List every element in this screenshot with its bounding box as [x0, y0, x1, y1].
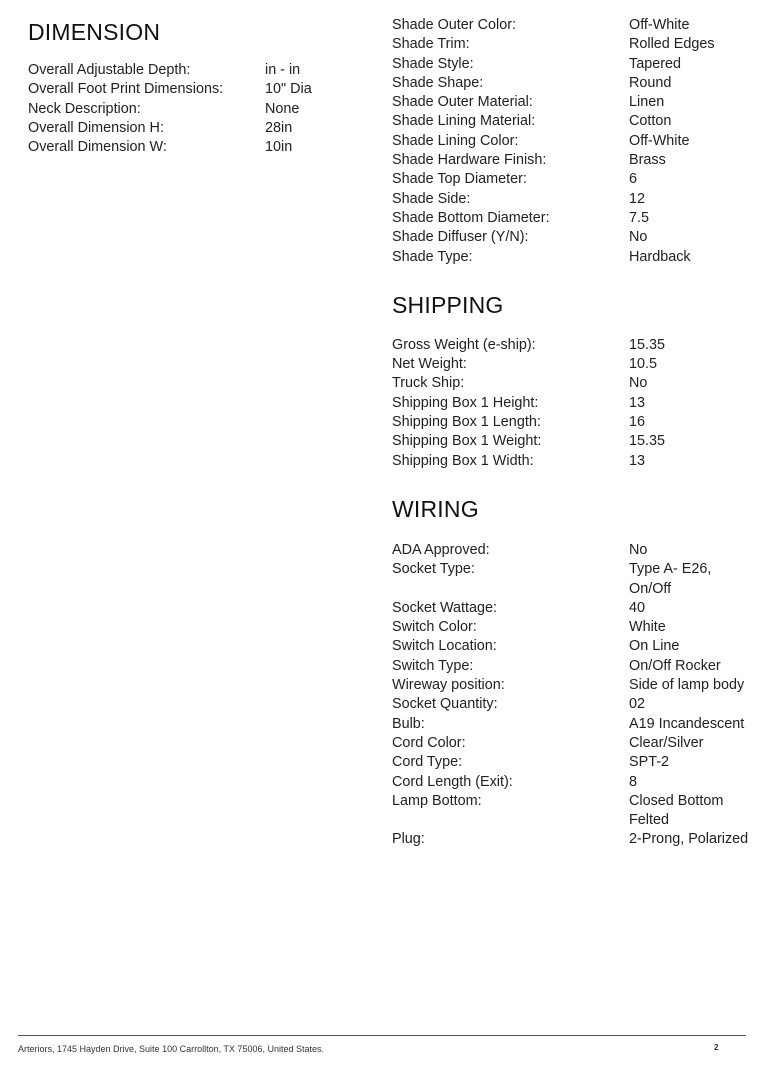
spec-row	[392, 753, 749, 772]
spec-value: 10" Dia	[265, 81, 312, 98]
spec-value: 13	[629, 452, 646, 469]
spec-label: Shade Trim:	[392, 36, 470, 53]
spec-row	[392, 413, 749, 432]
spec-value: Tapered	[629, 55, 682, 72]
spec-label: Overall Dimension H:	[28, 119, 164, 136]
spec-row	[392, 452, 749, 471]
spec-row	[392, 151, 749, 170]
spec-label: Shade Top Diameter:	[392, 171, 527, 188]
spec-label: Cord Type:	[392, 754, 463, 771]
spec-row	[392, 209, 749, 228]
spec-label: Switch Type:	[392, 657, 474, 674]
spec-label: Socket Wattage:	[392, 599, 498, 616]
spec-row	[392, 16, 749, 35]
spec-label: Shade Style:	[392, 55, 474, 72]
spec-label: Switch Location:	[392, 638, 497, 655]
spec-label: Cord Color:	[392, 734, 466, 751]
spec-label: Shipping Box 1 Height:	[392, 394, 539, 411]
spec-value: 8	[629, 773, 638, 790]
spec-value: 15.35	[629, 336, 666, 353]
spec-row	[392, 599, 749, 618]
spec-row	[392, 132, 749, 151]
dimension-heading: DIMENSION	[28, 19, 161, 45]
spec-row	[392, 676, 749, 695]
spec-value: 10.5	[629, 356, 658, 373]
spec-label: Overall Adjustable Depth:	[28, 62, 191, 78]
shade-section	[392, 0, 752, 267]
left-column	[28, 0, 358, 157]
spec-value: in - in	[265, 62, 301, 78]
spec-label: ADA Approved:	[392, 541, 490, 558]
spec-row	[28, 61, 355, 80]
spec-row	[392, 35, 749, 54]
spec-row	[392, 715, 749, 734]
spec-value: Linen	[629, 94, 665, 111]
spec-row	[392, 773, 749, 792]
spec-row	[392, 228, 749, 247]
spec-row	[392, 541, 749, 560]
spec-label: Overall Foot Print Dimensions:	[28, 81, 224, 98]
spec-label: Shade Side:	[392, 190, 471, 207]
spec-value: No	[629, 229, 648, 246]
spec-row	[392, 695, 749, 714]
spec-value: 13	[629, 394, 646, 411]
spec-row	[28, 119, 355, 138]
spec-row	[392, 830, 749, 849]
spec-label: Neck Description:	[28, 100, 141, 117]
spec-value: Cotton	[629, 113, 672, 130]
spec-label: Shade Bottom Diameter:	[392, 209, 550, 226]
spec-row	[392, 637, 749, 656]
spec-value: Brass	[629, 152, 666, 169]
page-number: 2	[714, 1043, 719, 1052]
spec-row	[392, 618, 749, 637]
spec-row	[392, 170, 749, 189]
dimension-table	[28, 61, 355, 157]
dimension-section	[28, 0, 358, 157]
right-column	[392, 0, 752, 850]
spec-value: 16	[629, 414, 646, 431]
spec-label: Cord Length (Exit):	[392, 773, 513, 790]
spec-value: Side of lamp body	[629, 677, 745, 694]
spec-value: 12	[629, 190, 646, 207]
spec-value: None	[265, 100, 300, 117]
spec-row	[392, 74, 749, 93]
spec-label: Shade Outer Color:	[392, 17, 516, 33]
spec-row	[392, 336, 749, 355]
spec-label: Shade Type:	[392, 248, 473, 265]
spec-value: No	[629, 375, 648, 392]
spec-label: Shade Lining Color:	[392, 132, 519, 149]
spec-value: Closed Bottom Felted	[629, 792, 724, 829]
spec-label: Bulb:	[392, 715, 425, 732]
spec-row	[392, 112, 749, 131]
spec-label: Net Weight:	[392, 356, 467, 373]
spec-label: Socket Quantity:	[392, 696, 498, 713]
spec-label: Shade Outer Material:	[392, 94, 533, 111]
shipping-heading: SHIPPING	[392, 291, 504, 318]
spec-row	[392, 560, 749, 599]
spec-value: No	[629, 541, 648, 558]
spec-row	[392, 432, 749, 451]
spec-row	[392, 792, 749, 831]
spec-label: Wireway position:	[392, 677, 505, 694]
footer-address: Arteriors, 1745 Hayden Drive, Suite 100 Carrollton, TX 75006, United States.	[18, 1044, 324, 1054]
spec-label: Gross Weight (e-ship):	[392, 336, 536, 353]
wiring-table	[392, 541, 749, 850]
spec-value: On Line	[629, 638, 680, 655]
footer-divider	[18, 1035, 746, 1036]
spec-label: Shipping Box 1 Width:	[392, 452, 534, 469]
spec-value: Round	[629, 74, 672, 91]
spec-row	[28, 100, 355, 119]
shipping-section	[392, 288, 752, 471]
wiring-section	[392, 492, 752, 850]
spec-value: SPT-2	[629, 754, 669, 771]
spec-label: Shipping Box 1 Weight:	[392, 433, 542, 450]
spec-label: Shade Lining Material:	[392, 113, 536, 130]
spec-row	[392, 374, 749, 393]
spec-row	[28, 138, 355, 157]
spec-value: 6	[629, 171, 638, 188]
spec-row	[392, 248, 749, 267]
spec-value: Off-White	[629, 17, 690, 33]
spec-value: 28in	[265, 119, 293, 136]
spec-row	[392, 734, 749, 753]
spec-label: Truck Ship:	[392, 375, 465, 392]
spec-label: Overall Dimension W:	[28, 139, 167, 156]
spec-value: On/Off Rocker	[629, 657, 721, 674]
spec-row	[392, 394, 749, 413]
spec-label: Switch Color:	[392, 619, 477, 636]
spec-value: 7.5	[629, 209, 650, 226]
spec-value: 02	[629, 696, 646, 713]
spec-row	[392, 657, 749, 676]
spec-value: 15.35	[629, 433, 666, 450]
spec-label: Shipping Box 1 Length:	[392, 414, 541, 431]
spec-row	[392, 355, 749, 374]
spec-row	[28, 80, 355, 99]
spec-label: Socket Type:	[392, 561, 475, 578]
spec-row	[392, 190, 749, 209]
spec-row	[392, 93, 749, 112]
spec-value: Clear/Silver	[629, 734, 704, 751]
spec-value: Hardback	[629, 248, 691, 265]
spec-value: White	[629, 619, 666, 636]
spec-value: 40	[629, 599, 646, 616]
spec-value: A19 Incandescent	[629, 715, 745, 732]
shade-table	[392, 16, 749, 267]
spec-row	[392, 55, 749, 74]
spec-label: Plug:	[392, 831, 425, 848]
spec-value: 2-Prong, Polarized	[629, 831, 749, 848]
shipping-table	[392, 336, 749, 471]
spec-value: Rolled Edges	[629, 36, 715, 53]
spec-value: Type A- E26, On/Off	[629, 561, 712, 597]
spec-label: Shade Diffuser (Y/N):	[392, 229, 529, 246]
spec-value: 10in	[265, 139, 293, 156]
spec-value: Off-White	[629, 132, 690, 149]
spec-label: Lamp Bottom:	[392, 792, 482, 809]
spec-label: Shade Shape:	[392, 74, 484, 91]
wiring-heading: WIRING	[392, 495, 479, 522]
spec-label: Shade Hardware Finish:	[392, 152, 547, 169]
